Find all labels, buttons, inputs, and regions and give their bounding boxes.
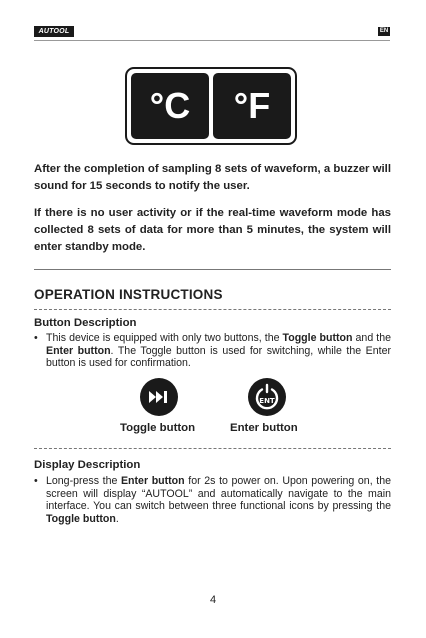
enter-button-term: Enter button (120, 475, 185, 487)
toggle-button-term: Toggle button (282, 332, 353, 344)
enter-button-graphic (248, 378, 286, 416)
dashed-divider (34, 448, 391, 449)
dashed-divider (34, 309, 391, 310)
enter-icon-label: ENT (259, 397, 275, 405)
toggle-button-caption: Toggle button (120, 422, 196, 434)
display-description-heading: Display Description (34, 459, 141, 471)
toggle-button-term: Toggle button (46, 512, 116, 525)
language-badge: EN (379, 28, 389, 34)
fast-forward-icon (148, 390, 170, 404)
power-ent-icon (252, 382, 282, 412)
button-description-text: • This device is equipped with only two buttons, the Toggle button and the Enter button. The Toggle button is used for switching, while the Enter button is used for confirmation. (34, 332, 391, 369)
section-title: OPERATION INSTRUCTIONS (34, 287, 223, 302)
bullet-icon: • (34, 475, 38, 487)
display-description-text: • Long-press the Enter button for 2s to power on. Upon powering on, the screen will display “AUTOOL” and automatically navigate to the main interface. You can switch between three functional icons by pressing the Toggle button. (34, 475, 391, 525)
page-number: 4 (209, 594, 217, 606)
enter-button-caption: Enter button (230, 422, 298, 434)
temperature-unit-panel (125, 67, 297, 145)
bullet-icon: • (34, 332, 38, 344)
buzzer-paragraph: After the completion of sampling 8 sets of waveform, a buzzer will sound for 15 seconds to notify the user. (34, 163, 391, 192)
button-description-heading: Button Description (34, 317, 137, 329)
fahrenheit-key: °F (213, 73, 291, 139)
header-divider (34, 40, 390, 41)
enter-button-term: Enter button (46, 344, 111, 357)
standby-paragraph: If there is no user activity or if the real-time waveform mode has collected 8 sets of data for more than 5 minutes, the system will enter standby mode. (34, 207, 391, 253)
section-divider (34, 269, 391, 270)
toggle-button-graphic (140, 378, 178, 416)
brand-logo: AUTOOL (34, 26, 74, 37)
celsius-key: °C (131, 73, 209, 139)
